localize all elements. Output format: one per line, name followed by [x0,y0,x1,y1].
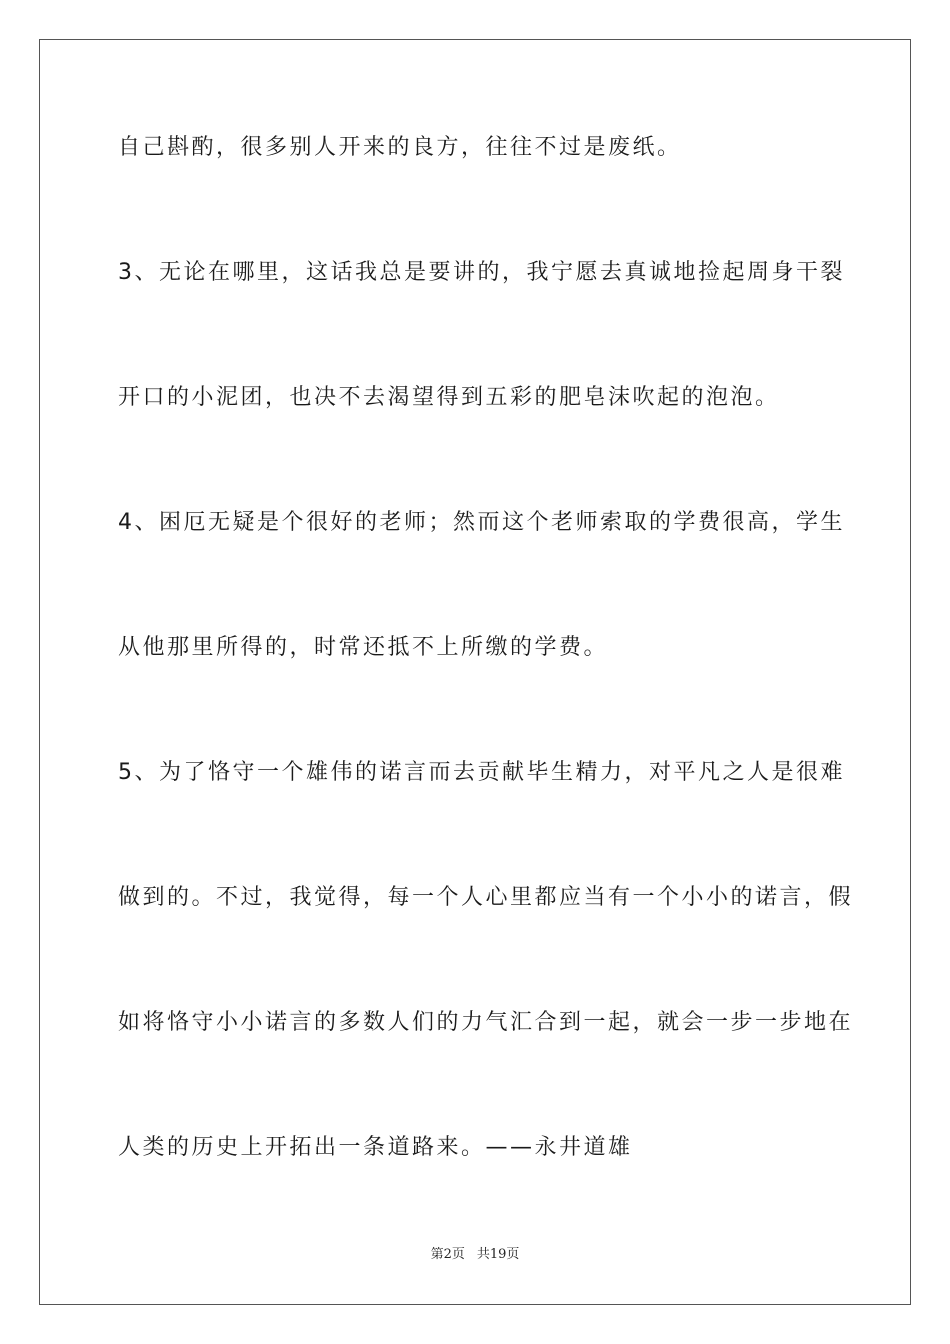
page-border [39,39,911,1305]
text-line-6: 5、为了恪守一个雄伟的诺言而去贡献毕生精力，对平凡之人是很难 [118,760,845,785]
text-line-4: 4、困厄无疑是个很好的老师；然而这个老师索取的学费很高，学生 [118,510,845,535]
text-line-5: 从他那里所得的，时常还抵不上所缴的学费。 [118,635,609,660]
total-pages: 共19页 [476,1247,520,1262]
page-footer [0,1245,950,1265]
text-line-9: 人类的历史上开拓出一条道路来。——永井道雄 [118,1135,633,1160]
text-line-2: 3、无论在哪里，这话我总是要讲的，我宁愿去真诚地捡起周身干裂 [118,260,845,285]
page-number: 第2页 [430,1247,465,1262]
text-line-7: 做到的。不过，我觉得，每一个人心里都应当有一个小小的诺言，假 [118,885,854,910]
text-line-3: 开口的小泥团，也决不去渴望得到五彩的肥皂沫吹起的泡泡。 [118,385,780,410]
text-line-1: 自己斟酌，很多别人开来的良方，往往不过是废纸。 [118,135,682,160]
text-line-8: 如将恪守小小诺言的多数人们的力气汇合到一起，就会一步一步地在 [118,1010,854,1035]
